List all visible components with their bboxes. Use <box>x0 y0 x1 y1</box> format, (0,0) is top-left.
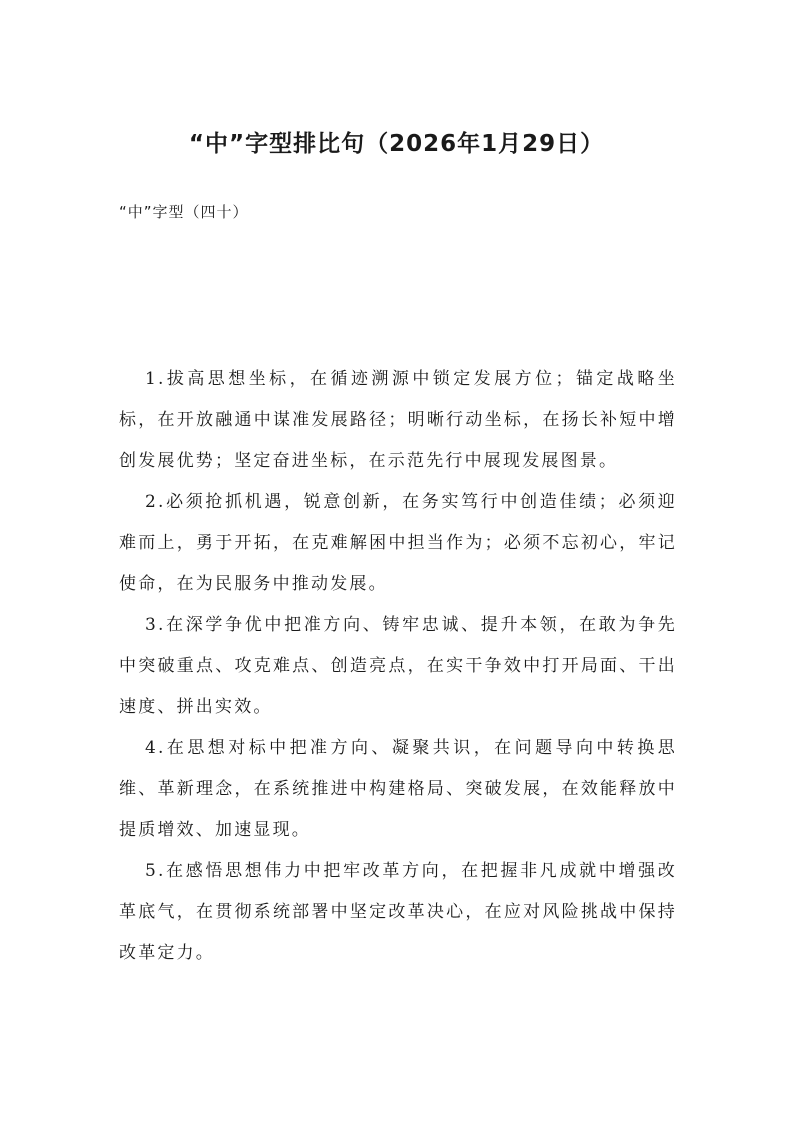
paragraph-1: 1.拔高思想坐标，在循迹溯源中锁定发展方位；锚定战略坐标，在开放融通中谋准发展路径；明晰行动坐标，在扬长补短中增创发展优势；坚定奋进坐标，在示范先行中展现发展图景。 <box>119 369 677 471</box>
paragraph-4: 4.在思想对标中把准方向、凝聚共识，在问题导向中转换思维、革新理念，在系统推进中构建格局、突破发展，在效能释放中提质增效、加速显现。 <box>119 738 677 840</box>
document-body <box>119 359 677 974</box>
document-subtitle: “中”字型（四十） <box>119 203 249 221</box>
paragraph-2: 2.必须抢抓机遇，锐意创新，在务实笃行中创造佳绩；必须迎难而上，勇于开拓，在克难解困中担当作为；必须不忘初心，牢记使命，在为民服务中推动发展。 <box>119 492 677 594</box>
paragraph-3: 3.在深学争优中把准方向、铸牢忠诚、提升本领，在敢为争先中突破重点、攻克难点、创造亮点，在实干争效中打开局面、干出速度、拼出实效。 <box>119 615 677 717</box>
paragraph-5: 5.在感悟思想伟力中把牢改革方向，在把握非凡成就中增强改革底气，在贯彻系统部署中坚定改革决心，在应对风险挑战中保持改革定力。 <box>119 861 677 963</box>
document-title: “中”字型排比句（2026年1月29日） <box>188 131 605 157</box>
